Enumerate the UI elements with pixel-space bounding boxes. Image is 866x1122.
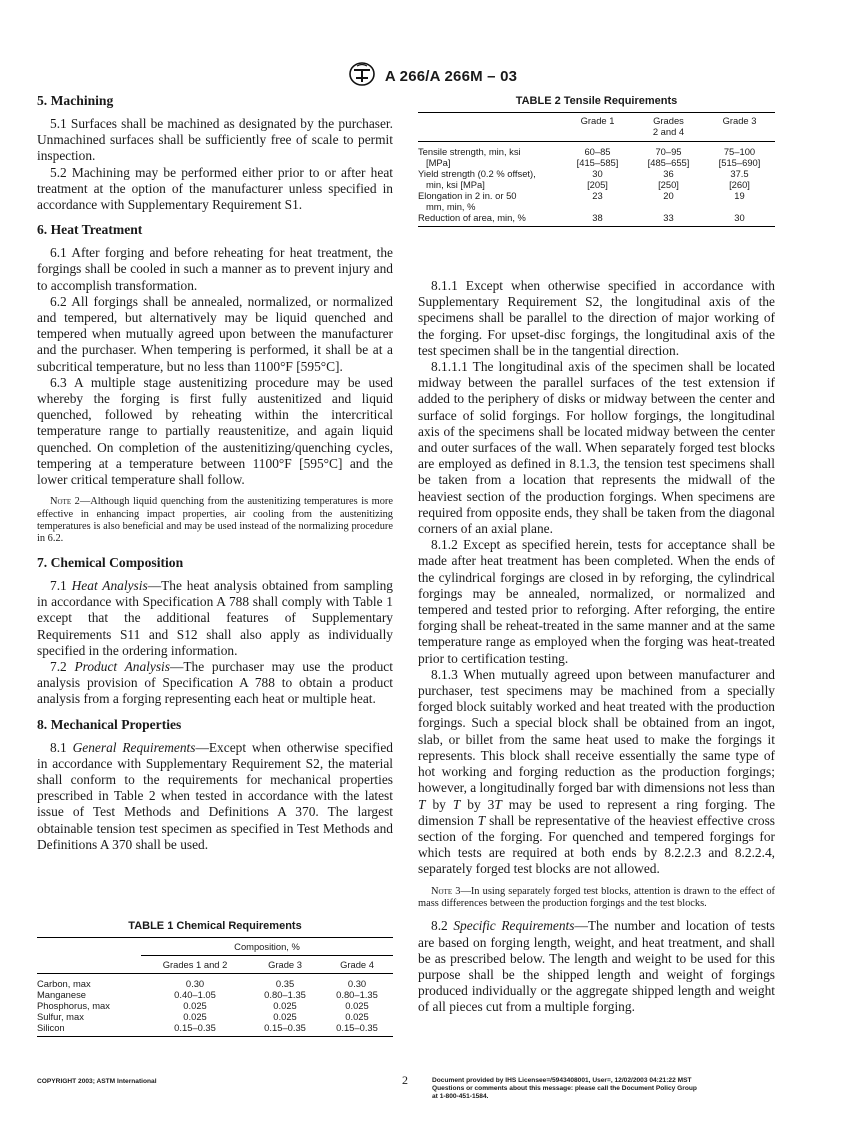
table-row: Sulfur, max 0.025 0.025 0.025 xyxy=(37,1011,369,1022)
table-row: Tensile strength, min, ksi 60–85 70–95 75–100 xyxy=(418,146,756,157)
astm-logo-icon xyxy=(349,62,375,91)
table-2-col-grade-1: Grade 1 xyxy=(562,113,633,142)
paragraph-8-1-3: 8.1.3 When mutually agreed upon between manufacturer and purchaser, test specimens may be machined from a specially forged block suitably worked and heat treated with the production forgings. Such a special block shall be obtained from an ingot, slab, or billet from the same heat used to make the forgings it represents. This block shall receive essentially the same type of hot working and forging reduction as the production forgings; however, a longitudinally forged bar with dimensions not less than T by T by 3T may be used to represent a ring forging. The dimension T shall be representative of the heaviest effective cross section of the forging. For quenched and tempered forgings for which tests are required at both ends by 8.2.2.3 and 8.2.2.4, separately forged test blocks are not allowed. xyxy=(418,666,776,877)
document-title: A 266/A 266M – 03 xyxy=(384,68,518,85)
section-5-title: 5. Machining xyxy=(37,93,114,108)
paragraph-7-1: 7.1 Heat Analysis—The heat analysis obtained from sampling in accordance with Specification A 788 shall comply with Table 1 except that the additional features of Supplementary Requirements S11 and S12 shall also apply as individually specified in the ordering information. xyxy=(37,577,394,658)
table-1-group-header: Composition, % xyxy=(141,938,393,956)
table-2-title: TABLE 2 Tensile Requirements xyxy=(515,95,678,107)
table-row: Silicon 0.15–0.35 0.15–0.35 0.15–0.35 xyxy=(37,1022,378,1033)
table-2-tensile-requirements xyxy=(418,95,775,227)
table-1-col-grade-3: Grade 3 xyxy=(249,956,321,974)
paragraph-8-1-1-1: 8.1.1.1 The longitudinal axis of the specimen shall be located midway between the parallel surfaces of the test extension if added to the periphery of disks or midway between the center and surface of solid forgings. For hollow forgings, the longitudinal axis of the specimens shall be located midway between the center and outer surfaces of the wall. When separately forged test blocks are employed as defined in 8.1.3, the tension test specimens shall be taken from a location that represents the midwall of the heaviest section of the production forgings. When specimens are required from opposite ends, they shall be taken from the diagonal corners of an axial plane. xyxy=(418,359,775,537)
paragraph-7-2: 7.2 Product Analysis—The purchaser may use the product analysis provision of Specification A 788 to obtain a product analysis from a forging representing each heat or multiple heat. xyxy=(37,658,393,707)
table-row: Yield strength (0.2 % offset), 30 36 37.5 xyxy=(418,168,749,179)
note-2-text: —Although liquid quenching from the austenitizing temperatures is more effective in enhancing impact properties, air cooling from the austenitizing temperatures is also beneficial and may be used instead of the normalizing procedure in 6.2. xyxy=(37,496,393,545)
paragraph-8-2: 8.2 Specific Requirements—The number and location of tests are based on forging length, weight, and heat treatment, and shall be as prescribed below. The length and weight to be used for this purpose shall be the shipped length and weight of forgings produced individually or the aggregate shipped length and weight of all pieces cut from a multiple forging. xyxy=(418,918,775,1015)
table-2-col-grade-3: Grade 3 xyxy=(704,113,775,142)
footer-copyright: COPYRIGHT 2003; ASTM International xyxy=(37,1078,157,1085)
product-analysis-heading: Product Analysis xyxy=(74,658,170,674)
section-6-title: 6. Heat Treatment xyxy=(37,222,143,238)
footer-line-2: Questions or comments about this message: please call the Document Policy Group xyxy=(432,1085,697,1092)
note-3-label: Note 3 xyxy=(431,885,461,897)
note-2 xyxy=(37,496,393,546)
paragraph-8-1: 8.1 General Requirements—Except when otherwise specified in accordance with Supplementary Requirement S2, the material shall conform to the requirements for mechanical properties prescribed in Table 2 when tested in accordance with the latest issue of Test Methods and Definitions A 370. The largest obtainable tension test specimen as specified in Test Methods and Definitions A 370 shall be used. xyxy=(37,739,393,852)
paragraph-5-1: 5.1 Surfaces shall be machined as designated by the purchaser. Unmachined surfaces shall be sufficiently free of scale to permit inspection. xyxy=(37,116,393,164)
paragraph-8-1-1: 8.1.1 Except when otherwise specified in accordance with Supplementary Requirement S2, the longitudinal axis of the specimens shall be parallel to the direction of major working of the forging. For upset-disc forgings, the longitudinal axis of the test specimen shall be in the tangential direction. xyxy=(418,278,775,358)
table-2-col-grades-2-4: Grades 2 and 4 xyxy=(633,113,704,142)
page-header xyxy=(0,62,866,91)
footer-license-info xyxy=(432,1077,732,1101)
section-8-title: 8. Mechanical Properties xyxy=(37,716,182,732)
note-3 xyxy=(418,886,775,911)
specific-requirements-heading: Specific Requirements xyxy=(453,918,575,934)
paragraph-5-2: 5.2 Machining may be performed either prior to or after heat treatment at the option of the manufacturer unless specified in accordance with Supplementary Requirement S1. xyxy=(37,164,393,213)
footer-line-1: Document provided by IHS Licensee=/5943408001, User=, 12/02/2003 04:21:22 MST xyxy=(432,1077,692,1084)
heat-analysis-heading: Heat Analysis xyxy=(71,577,148,593)
table-row: mm, min, % xyxy=(426,201,476,212)
section-7-title: 7. Chemical Composition xyxy=(37,554,184,570)
footer-line-3: at 1-800-451-1584. xyxy=(432,1093,489,1100)
table-row: Carbon, max 0.30 0.35 0.30 xyxy=(37,978,367,989)
paragraph-6-2: 6.2 All forgings shall be annealed, normalized, or normalized and tempered, but alternatively may be liquid quenched and tempered when mutually agreed upon between the manufacturer and the purchaser. When tempering is performed, it shall be at a subcritical temperature, but no less than 1100°F [595°C]. xyxy=(37,293,393,374)
paragraph-6-1: 6.1 After forging and before reheating for heat treatment, the forgings shall be cooled in such a manner as to prevent injury and to accomplish transformation. xyxy=(37,245,393,293)
table-row: Phosphorus, max 0.025 0.025 0.025 xyxy=(37,1000,369,1011)
general-requirements-heading: General Requirements xyxy=(72,739,196,755)
table-row: min, ksi [MPa] [205] [250] [260] xyxy=(426,179,750,190)
table-row: Manganese 0.40–1.05 0.80–1.35 0.80–1.35 xyxy=(37,989,378,1000)
table-row: Elongation in 2 in. or 50 23 20 19 xyxy=(418,190,745,201)
table-1-chemical-requirements xyxy=(37,920,393,1037)
note-2-label: Note 2 xyxy=(50,496,80,508)
table-1-title: TABLE 1 Chemical Requirements xyxy=(128,920,302,932)
paragraph-8-1-2: 8.1.2 Except as specified herein, tests for acceptance shall be made after heat treatment has been completed. When the ends of the cylindrical forgings are closed in by reforging, the cylindrical forgings may be annealed, normalized, or normalized and tempered and tested prior to reforging. After reforging, the entire forging shall be reheat-treated in the same manner and at the same temperature range as employed when the forging was heat-treated prior to certification testing. xyxy=(418,537,775,666)
left-column xyxy=(37,92,393,853)
paragraph-6-3: 6.3 A multiple stage austenitizing procedure may be used whereby the forging is first fully austenitized and liquid quenched, followed by reheating within the intercritical temperature range to partially reaustenitize, and again liquid quenched. On completion of the austenitizing/quenching cycles, tempering at a temperature between 1100°F [595°C] and the lower critical temperature shall follow. xyxy=(37,374,393,488)
page-number: 2 xyxy=(402,1073,408,1087)
table-row: Reduction of area, min, % 38 33 30 xyxy=(418,212,745,223)
right-column xyxy=(418,278,775,1016)
table-row: [MPa] [415–585] [485–655] [515–690] xyxy=(426,157,761,168)
table-1-col-grade-4: Grade 4 xyxy=(321,956,393,974)
table-1-col-grades-1-2: Grades 1 and 2 xyxy=(141,956,249,974)
note-3-text: —In using separately forged test blocks, attention is drawn to the effect of mass differences between the production forgings and the test blocks. xyxy=(418,885,776,909)
